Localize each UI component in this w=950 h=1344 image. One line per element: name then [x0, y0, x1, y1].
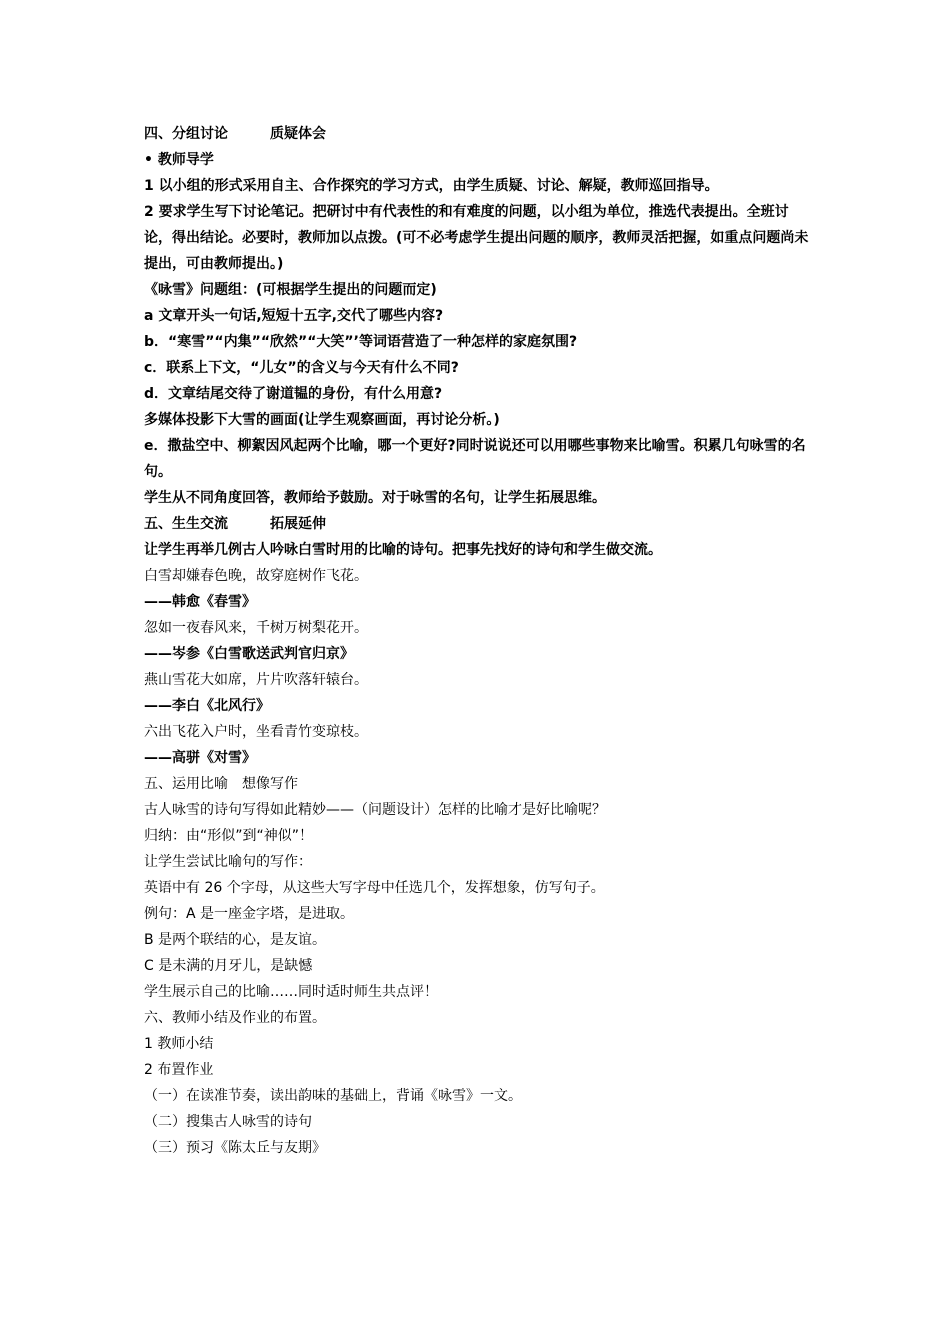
text-line: （二）搜集古人咏雪的诗句: [144, 1114, 312, 1130]
text-line: 例句：A 是一座金字塔，是进取。: [144, 906, 355, 922]
text-line: C 是未满的月牙儿，是缺憾: [144, 958, 313, 974]
text-line: 古人咏雪的诗句写得如此精妙——（问题设计）怎样的比喻才是好比喻呢？: [144, 802, 606, 818]
text-line: b．“寒雪”“内集”“欣然”“大笑”’等词语营造了一种怎样的家庭氛围?: [144, 334, 578, 350]
text-line: 燕山雪花大如席，片片吹落轩辕台。: [144, 672, 368, 688]
text-line: 2 布置作业: [144, 1062, 214, 1078]
text-line: 《咏雪》问题组：(可根据学生提出的问题而定): [144, 282, 437, 298]
text-line: 忽如一夜春风来，千树万树梨花开。: [144, 620, 368, 636]
text-line: （三）预习《陈太丘与友期》: [144, 1140, 326, 1156]
text-line: ——韩愈《春雪》: [144, 594, 256, 610]
text-line: 让学生再举几例古人吟咏白雪时用的比喻的诗句。把事先找好的诗句和学生做交流。: [144, 542, 662, 558]
text-line: 1 以小组的形式采用自主、合作探究的学习方式，由学生质疑、讨论、解疑，教师巡回指导。: [144, 178, 719, 194]
text-line: 学生从不同角度回答，教师给予鼓励。对于咏雪的名句，让学生拓展思维。: [144, 490, 606, 506]
text-line: c．联系上下文，“儿女”的含义与今天有什么不同?: [144, 360, 459, 376]
text-line: 六出飞花入户时，坐看青竹变琼枝。: [144, 724, 368, 740]
text-line: B 是两个联结的心，是友谊。: [144, 932, 327, 948]
text-line: 学生展示自己的比喻……同时适时师生共点评！: [144, 984, 438, 1000]
document-body: [144, 121, 814, 1161]
text-line: • 教师导学: [144, 152, 214, 168]
text-line: 五、运用比喻 想像写作: [144, 776, 298, 792]
text-line: 英语中有 26 个字母，从这些大写字母中任选几个，发挥想象，仿写句子。: [144, 880, 605, 896]
text-line: 归纳：由“形似”到“神似”！: [144, 828, 314, 844]
text-line: 让学生尝试比喻句的写作：: [144, 854, 312, 870]
text-line: d．文章结尾交待了谢道韫的身份，有什么用意?: [144, 386, 443, 402]
text-line: ——高骈《对雪》: [144, 750, 256, 766]
text-line: 1 教师小结: [144, 1036, 214, 1052]
text-line: e．撒盐空中、柳絮因风起两个比喻，哪一个更好?同时说说还可以用哪些事物来比喻雪。积累几句咏雪的名句。: [144, 438, 806, 480]
text-line: a 文章开头一句话,短短十五字,交代了哪些内容?: [144, 308, 444, 324]
text-line: 多媒体投影下大雪的画面(让学生观察画面，再讨论分析。): [144, 412, 500, 428]
text-line: ——岑参《白雪歌送武判官归京》: [144, 646, 354, 662]
text-line: 六、教师小结及作业的布置。: [144, 1010, 326, 1026]
text-line: 四、分组讨论 质疑体会: [144, 126, 326, 142]
text-line: 2 要求学生写下讨论笔记。把研讨中有代表性的和有难度的问题，以小组为单位，推选代表提出。全班讨论，得出结论。必要时，教师加以点拨。(可不必考虑学生提出问题的顺序，教师灵活把握，如重点问题尚未提出，可由教师提出。): [144, 204, 809, 272]
text-line: ——李白《北风行》: [144, 698, 270, 714]
text-line: 白雪却嫌春色晚，故穿庭树作飞花。: [144, 568, 368, 584]
text-line: （一）在读准节奏，读出韵味的基础上，背诵《咏雪》一文。: [144, 1088, 522, 1104]
text-line: 五、生生交流 拓展延伸: [144, 516, 326, 532]
